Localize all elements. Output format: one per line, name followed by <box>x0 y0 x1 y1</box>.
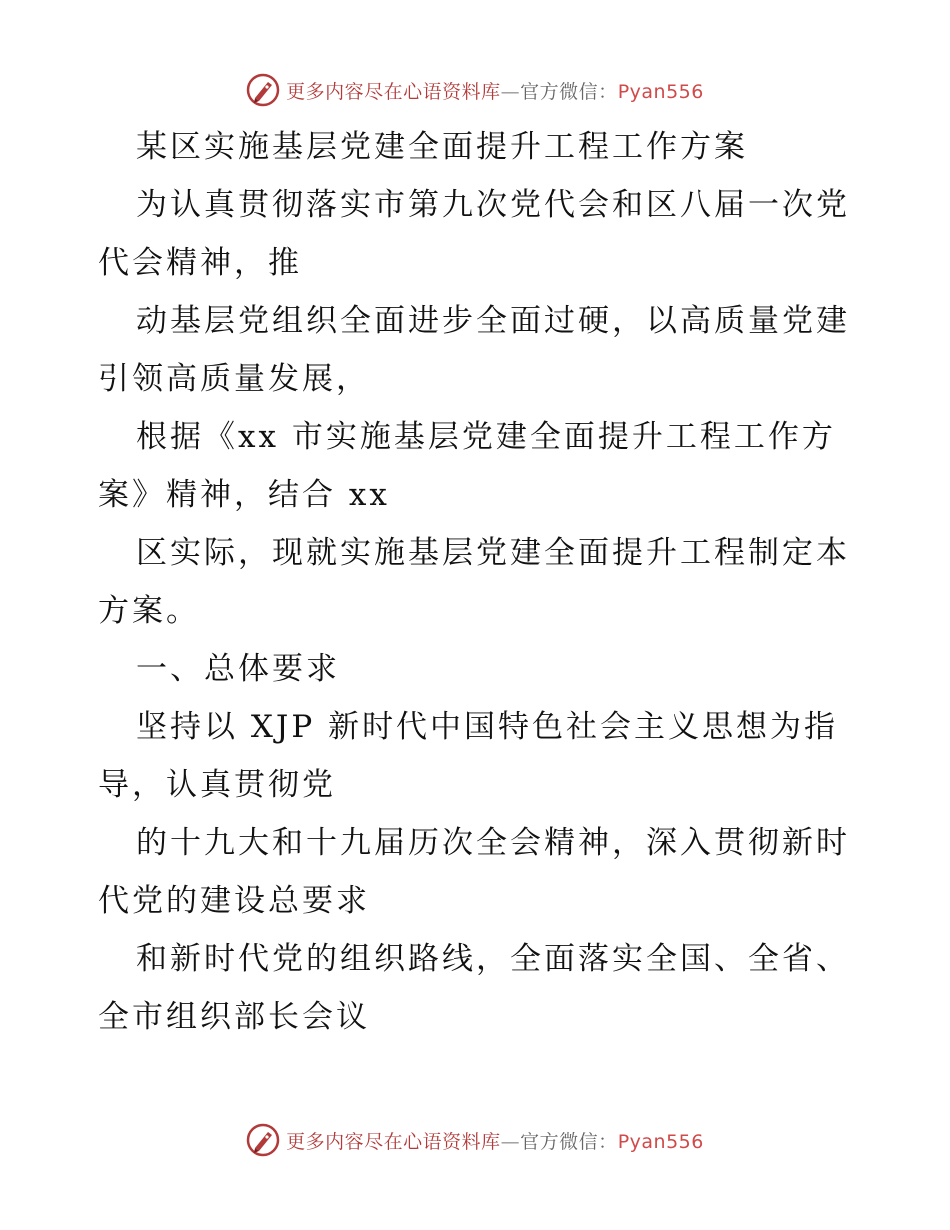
document-body <box>98 118 858 1046</box>
footer-watermark <box>0 1118 950 1162</box>
paragraph-line: 方案。 <box>98 593 200 629</box>
watermark-label: 官方微信： <box>520 80 618 103</box>
watermark-site: 更多内容尽在心语资料库 <box>286 1130 501 1153</box>
watermark-text <box>286 1127 704 1154</box>
watermark-wechat-id: Pyan556 <box>617 80 704 103</box>
watermark-text <box>286 77 704 104</box>
paragraph-line: 导，认真贯彻党 <box>98 767 336 803</box>
paragraph-line: 坚持以 XJP 新时代中国特色社会主义思想为指 <box>136 709 839 745</box>
paragraph-line: 引领高质量发展， <box>98 361 370 397</box>
watermark-wechat-id: Pyan556 <box>617 1130 704 1153</box>
paragraph-line: 代党的建设总要求 <box>98 883 370 919</box>
paragraph-line: 为认真贯彻落实市第九次党代会和区八届一次党 <box>136 187 850 223</box>
paragraph-line: 某区实施基层党建全面提升工程工作方案 <box>136 129 748 165</box>
watermark-site: 更多内容尽在心语资料库 <box>286 80 501 103</box>
watermark-label: 官方微信： <box>520 1130 618 1153</box>
pen-logo-icon <box>246 1123 280 1157</box>
paragraph-line: 一、总体要求 <box>136 651 340 687</box>
paragraph-line: 和新时代党的组织路线，全面落实全国、全省、 <box>136 941 850 977</box>
paragraph-line: 区实际，现就实施基层党建全面提升工程制定本 <box>136 535 850 571</box>
paragraph-line: 全市组织部长会议 <box>98 999 370 1035</box>
watermark-dash: — <box>500 80 521 103</box>
paragraph-line: 根据《xx 市实施基层党建全面提升工程工作方 <box>136 419 836 455</box>
paragraph-line: 案》精神，结合 xx <box>98 477 390 513</box>
header-watermark <box>0 68 950 112</box>
paragraph-line: 动基层党组织全面进步全面过硬，以高质量党建 <box>136 303 850 339</box>
pen-logo-icon <box>246 73 280 107</box>
paragraph-line: 代会精神，推 <box>98 245 302 281</box>
paragraph-line: 的十九大和十九届历次全会精神，深入贯彻新时 <box>136 825 850 861</box>
watermark-dash: — <box>500 1130 521 1153</box>
